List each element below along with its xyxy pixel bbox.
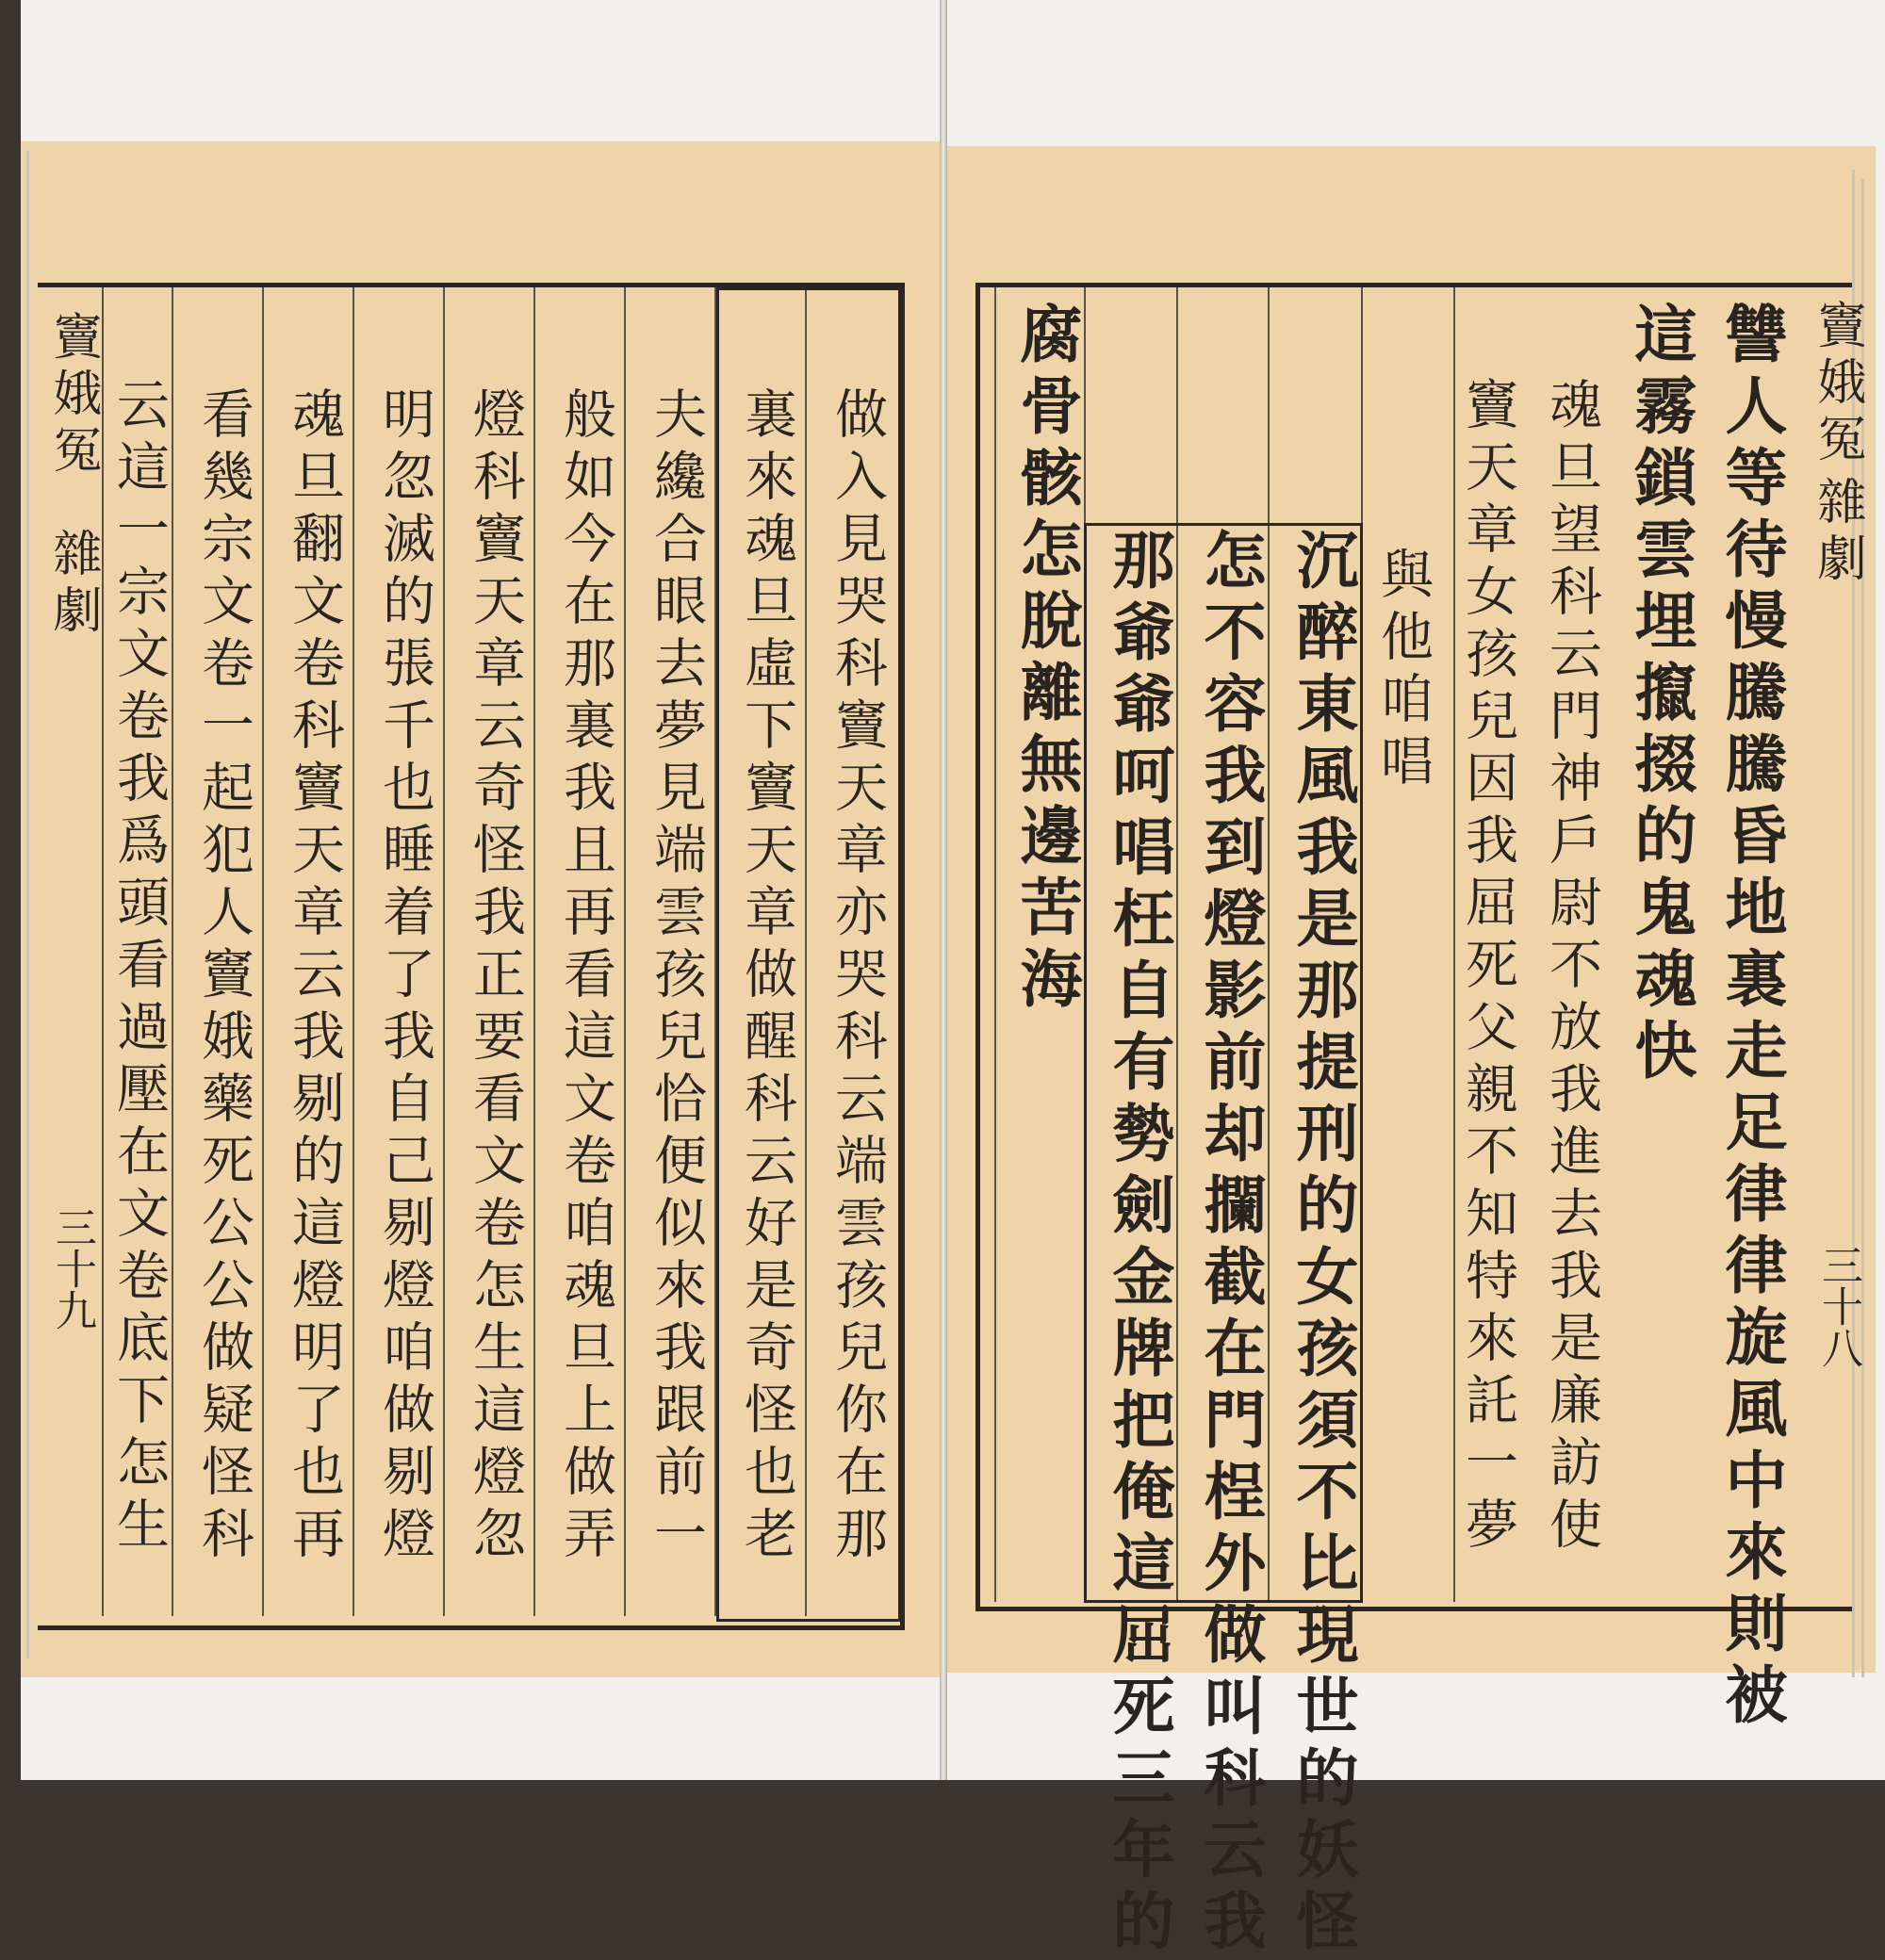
column-rule [994,287,996,1602]
right-margin-subtitle: 雜劇 [1809,476,1865,589]
text-column: 夫纔合眼去夢見端雲孩兒恰便似來我跟前一 [646,386,707,1568]
text-column: 看幾宗文卷一起犯人竇娥藥死公公做疑怪科 [193,386,254,1568]
text-column: 云這一宗文卷我爲頭看過壓在文卷底下怎生 [108,377,170,1559]
text-column: 明忽滅的張千也睡着了我自己剔燈咱做剔燈 [374,386,435,1568]
column-rule [262,287,264,1616]
column-rule [102,287,104,1616]
page-edge [26,151,29,1658]
text-column: 沉醉東風我是那提刑的女孩須不比現世的妖怪 [1286,528,1359,1960]
text-column: 怎不容我到燈影前却攔截在門桯外做叫科云我 [1193,528,1267,1960]
left-margin-title: 竇娥冤 [44,311,101,481]
column-rule [443,287,445,1616]
text-column: 裏來魂旦虛下竇天章做醒科云好是奇怪也老 [736,386,797,1568]
column-rule [533,287,535,1616]
book-gutter [940,0,947,1780]
right-folio: 三十八 [1814,1244,1862,1368]
text-column: 這霧鎖雲埋攛掇的鬼魂快 [1624,302,1697,1089]
text-column: 與他咱唱 [1372,547,1434,795]
text-column: 魂旦翻文卷科竇天章云我剔的這燈明了也再 [284,386,345,1568]
column-rule [352,287,354,1616]
text-column: 燈科竇天章云奇怪我正要看文卷怎生這燈忽 [465,386,526,1568]
text-column: 讐人等待慢騰騰昏地裏走足律律旋風中來則被 [1714,302,1788,1734]
text-column: 做入見哭科竇天章亦哭科云端雲孩兒你在那 [827,386,888,1568]
text-column: 般如今在那裏我且再看這文卷咱魂旦上做弄 [555,386,616,1568]
column-rule [624,287,626,1616]
left-margin-subtitle: 雜劇 [44,528,101,641]
text-column: 腐骨骸怎脫離無邊苦海 [1009,302,1083,1018]
text-column: 那爺爺呵唱枉自有勢劍金牌把俺這屈死三年的 [1102,528,1175,1960]
column-rule [172,287,173,1616]
text-column: 竇天章女孩兒因我屈死父親不知特來託一夢 [1457,377,1518,1559]
text-column: 魂旦望科云門神戶尉不放我進去我是廉訪使 [1541,377,1602,1559]
left-folio: 三十九 [48,1206,96,1331]
right-margin-title: 竇娥冤 [1809,300,1865,469]
